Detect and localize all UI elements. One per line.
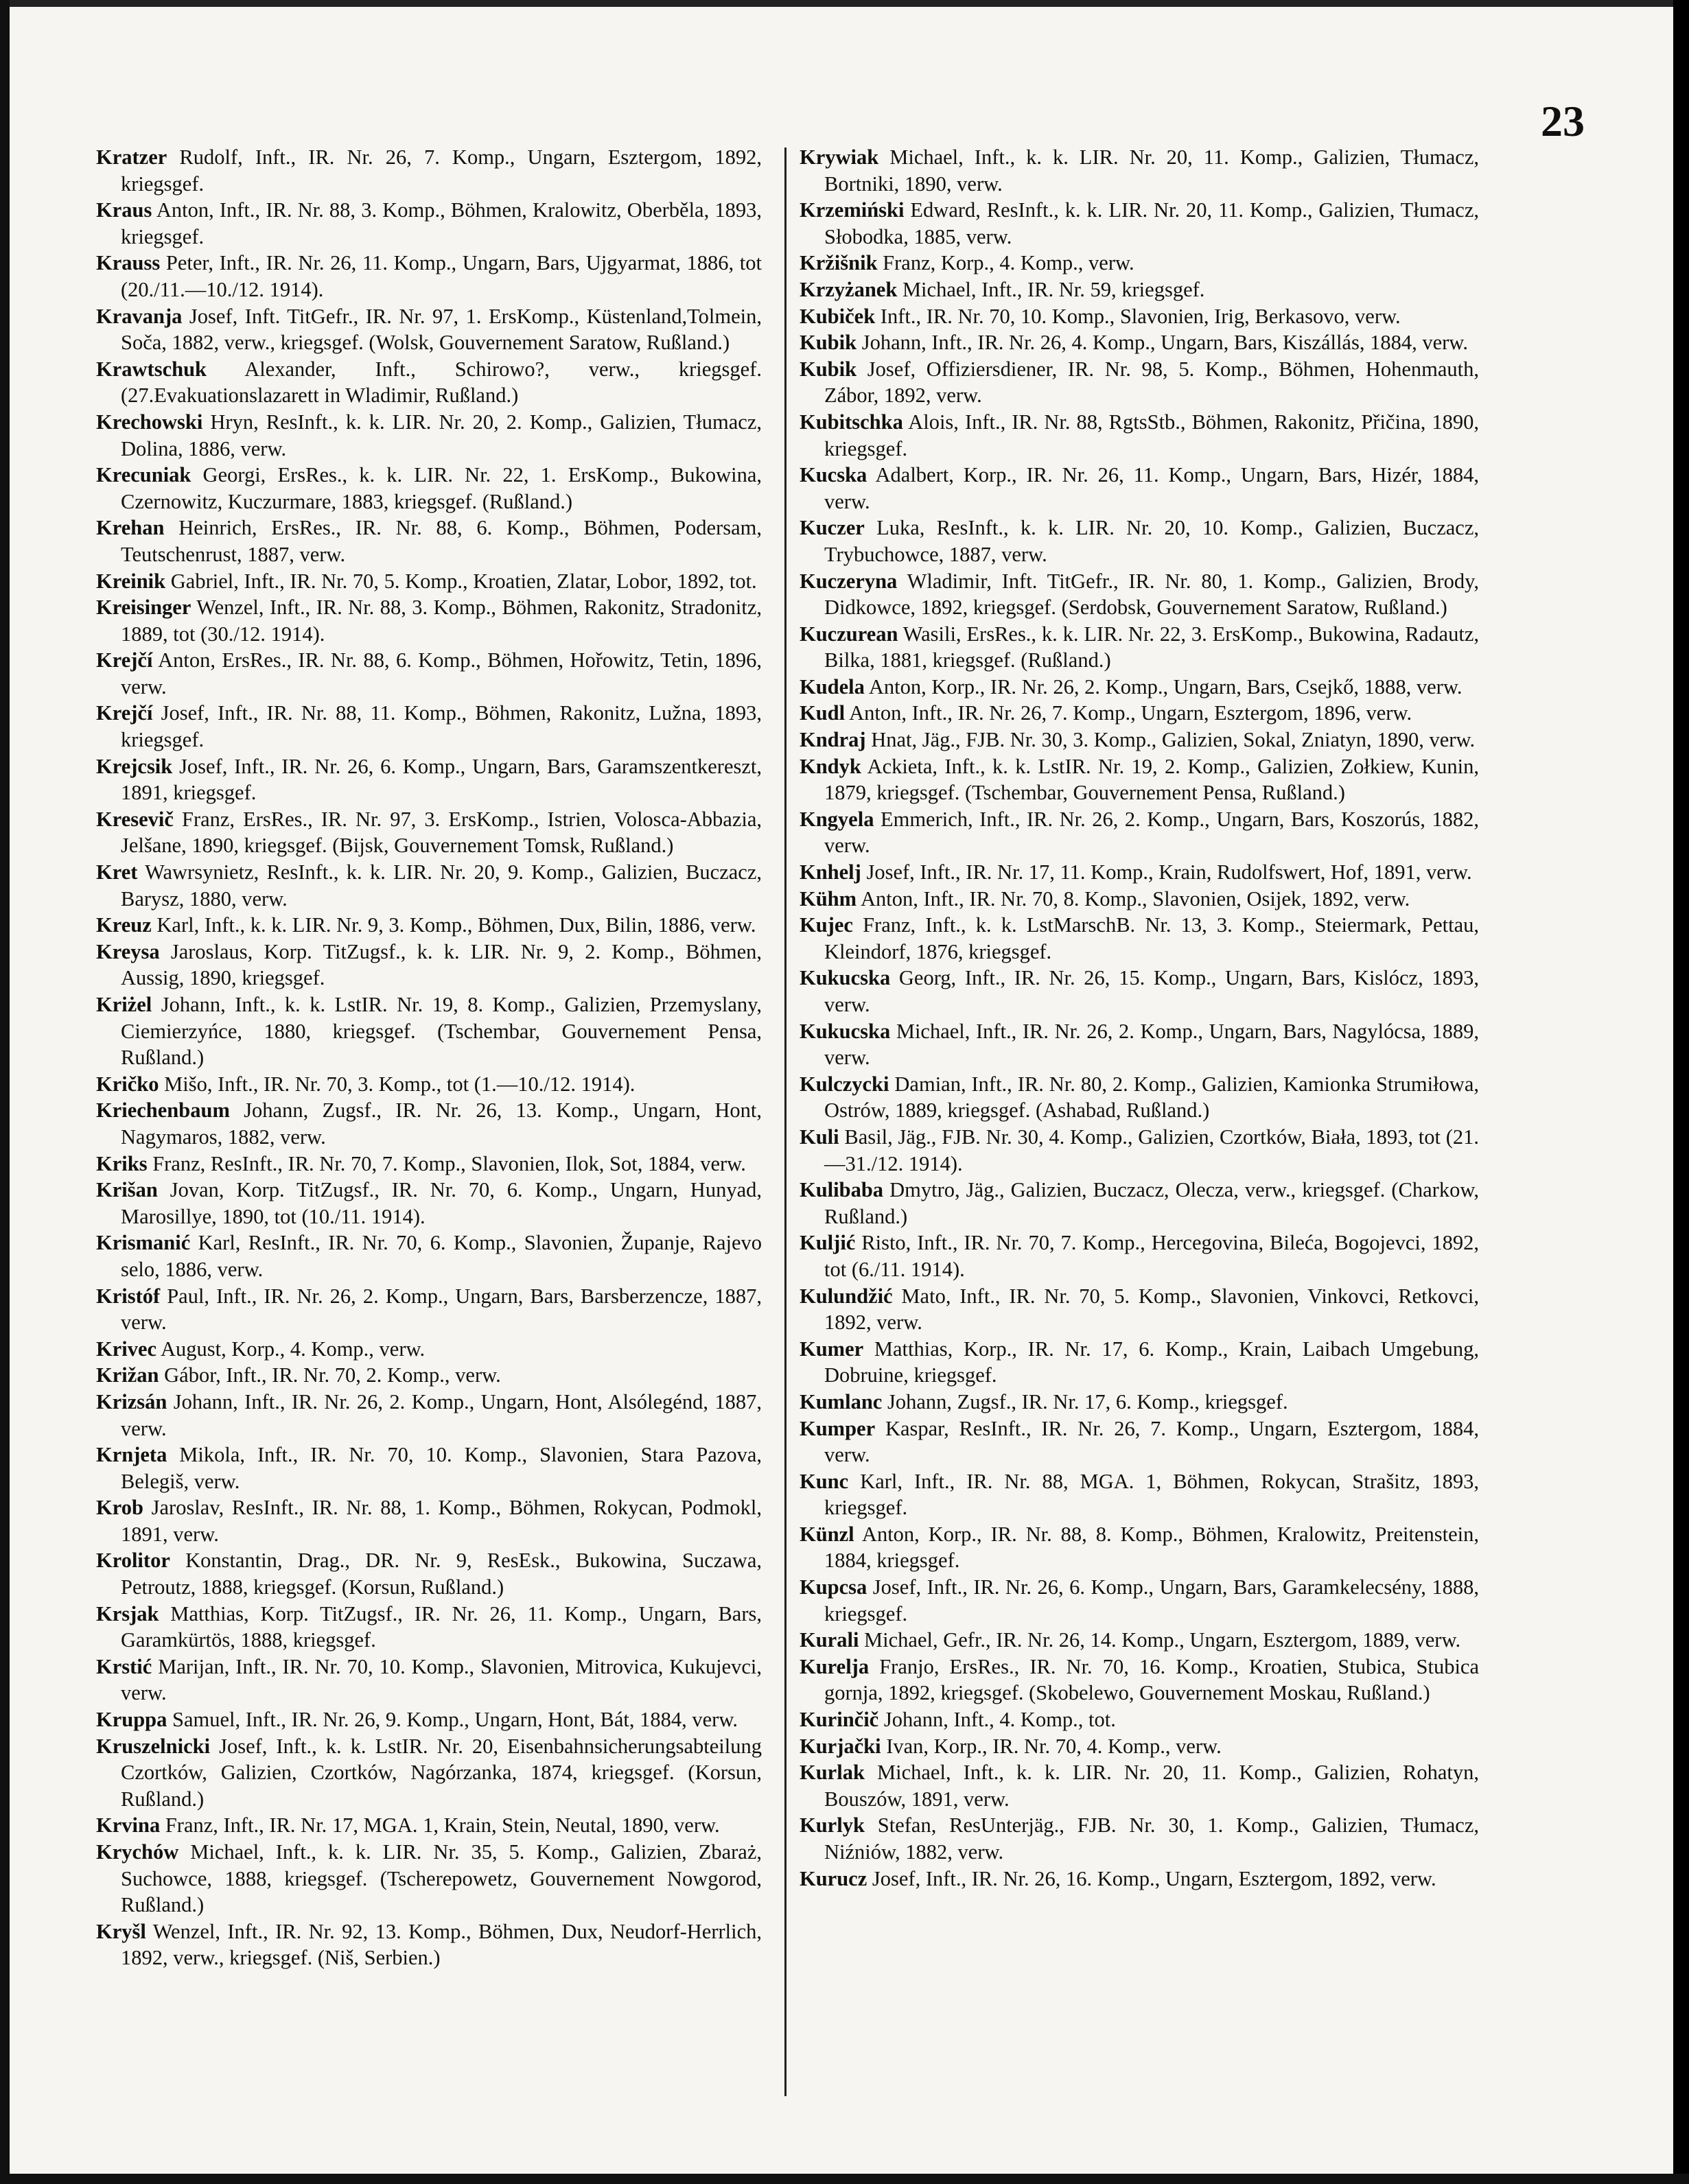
entry-details: Mišo, Inft., IR. Nr. 70, 3. Komp., tot (1.—10./12. 1914). xyxy=(159,1072,636,1096)
entry-surname: Kurucz xyxy=(800,1866,867,1890)
casualty-entry xyxy=(96,1283,762,1336)
entry-details: Marijan, Inft., IR. Nr. 70, 10. Komp., Slavonien, Mitrovica, Kukujevci, verw. xyxy=(121,1654,762,1705)
entry-surname: Kunc xyxy=(800,1469,849,1493)
entry-surname: Kujec xyxy=(800,913,853,937)
entry-details: Josef, Inft., IR. Nr. 26, 6. Komp., Ungarn, Bars, Garamszentkereszt, 1891, kriegsgef. xyxy=(121,754,762,805)
scan-border-left xyxy=(0,0,10,2184)
entry-surname: Kuczeryna xyxy=(800,569,898,593)
casualty-entry xyxy=(800,621,1479,674)
entry-details: Michael, Inft., k. k. LIR. Nr. 20, 11. Komp., Galizien, Rohatyn, Bouszów, 1891, verw. xyxy=(824,1761,1479,1811)
entry-details: Damian, Inft., IR. Nr. 80, 2. Komp., Galizien, Kamionka Strumiłowa, Ostrów, 1889, kriegsgef. (Ashabad, Rußland.) xyxy=(824,1072,1479,1123)
entry-surname: Krismanić xyxy=(96,1231,191,1255)
entry-surname: Krolitor xyxy=(96,1549,170,1573)
casualty-entry xyxy=(96,356,762,409)
entry-details: Anton, Inft., IR. Nr. 88, 3. Komp., Böhmen, Kralowitz, Oberběla, 1893, kriegsgef. xyxy=(121,198,762,248)
casualty-entry xyxy=(800,1468,1479,1521)
entry-details: Michael, Inft., k. k. LIR. Nr. 20, 11. Komp., Galizien, Tłumacz, Bortniki, 1890, verw. xyxy=(824,145,1479,196)
entry-details: Anton, Korp., IR. Nr. 26, 2. Komp., Ungarn, Bars, Csejkő, 1888, verw. xyxy=(864,674,1463,698)
entry-details: Edward, ResInft., k. k. LIR. Nr. 20, 11. Komp., Galizien, Tłumacz, Słobodka, 1885, verw. xyxy=(824,198,1479,248)
entry-details: Anton, Inft., IR. Nr. 70, 8. Komp., Slavonien, Osijek, 1892, verw. xyxy=(857,886,1410,911)
entry-surname: Kucska xyxy=(800,463,867,487)
casualty-entry xyxy=(96,594,762,647)
entry-surname: Kulczycki xyxy=(800,1072,889,1096)
entry-surname: Knhelj xyxy=(800,860,861,884)
casualty-entry xyxy=(96,197,762,250)
entry-surname: Krejcsik xyxy=(96,754,173,778)
scan-border-bottom xyxy=(0,2174,1689,2184)
entry-surname: Krejčí xyxy=(96,701,153,725)
entry-details: Johann, Zugsf., IR. Nr. 26, 13. Komp., Ungarn, Hont, Nagymaros, 1882, verw. xyxy=(121,1099,762,1149)
entry-details: Heinrich, ErsRes., IR. Nr. 88, 6. Komp., Böhmen, Podersam, Teutschenrust, 1887, verw. xyxy=(121,516,762,566)
casualty-entry xyxy=(96,1097,762,1150)
entry-surname: Krejčí xyxy=(96,648,153,672)
entry-details: Georg, Inft., IR. Nr. 26, 15. Komp., Ungarn, Bars, Kislócz, 1893, verw. xyxy=(824,966,1479,1016)
entry-surname: Künzl xyxy=(800,1522,854,1546)
entry-details: Mato, Inft., IR. Nr. 70, 5. Komp., Slavonien, Vinkovci, Retkovci, 1892, verw. xyxy=(824,1284,1479,1335)
casualty-entry xyxy=(800,859,1479,886)
entry-details: Konstantin, Drag., DR. Nr. 9, ResEsk., Bukowina, Suczawa, Petroutz, 1888, kriegsgef. (Korsun, Rußland.) xyxy=(121,1549,762,1599)
entry-details: Risto, Inft., IR. Nr. 70, 7. Komp., Hercegovina, Bileća, Bogojevci, 1892, tot (6./11. 1914). xyxy=(824,1231,1479,1281)
casualty-entry xyxy=(800,1336,1479,1389)
entry-surname: Kreuz xyxy=(96,913,152,937)
casualty-entry xyxy=(96,700,762,753)
entry-surname: Krivec xyxy=(96,1337,157,1361)
casualty-entry xyxy=(96,515,762,567)
entry-surname: Kristóf xyxy=(96,1284,161,1308)
entry-surname: Krzemiński xyxy=(800,198,905,222)
entry-details: Dmytro, Jäg., Galizien, Buczacz, Olecza, verw., kriegsgef. (Charkow, Rußland.) xyxy=(824,1178,1479,1228)
entry-surname: Kravanja xyxy=(96,304,183,328)
casualty-entry xyxy=(800,1071,1479,1124)
entry-details: Josef, Inft., IR. Nr. 26, 6. Komp., Ungarn, Bars, Garamkelecsény, 1888, kriegsgef. xyxy=(824,1575,1479,1625)
casualty-entry xyxy=(800,1389,1479,1416)
casualty-entry xyxy=(96,568,762,595)
entry-surname: Kumer xyxy=(800,1337,864,1361)
casualty-entry xyxy=(800,700,1479,727)
entry-surname: Kndraj xyxy=(800,728,866,752)
casualty-entry xyxy=(800,1283,1479,1336)
entry-details: Jaroslav, ResInft., IR. Nr. 88, 1. Komp., Böhmen, Rokycan, Podmokl, 1891, verw. xyxy=(121,1496,762,1546)
entry-details: Stefan, ResUnterjäg., FJB. Nr. 30, 1. Komp., Galizien, Tłumacz, Niźniów, 1882, verw. xyxy=(824,1813,1479,1864)
entry-details: Franjo, ErsRes., IR. Nr. 70, 16. Komp., Kroatien, Stubica, Stubica gornja, 1892, kriegsgef. (Skobelewo, Gouvernement Moskau, Rußland.) xyxy=(824,1654,1479,1705)
casualty-entry xyxy=(800,912,1479,965)
casualty-entry xyxy=(96,753,762,806)
entry-surname: Kruppa xyxy=(96,1708,167,1732)
entry-surname: Kurali xyxy=(800,1628,859,1652)
entry-details: Luka, ResInft., k. k. LIR. Nr. 20, 10. Komp., Galizien, Buczacz, Trybuchowce, 1887, verw. xyxy=(824,516,1479,566)
right-column xyxy=(800,144,1479,1892)
casualty-entry xyxy=(800,1654,1479,1706)
casualty-entry xyxy=(800,1812,1479,1865)
casualty-entry xyxy=(800,1866,1479,1892)
entry-surname: Krechowski xyxy=(96,410,203,434)
entry-details: Josef, Inft., IR. Nr. 88, 11. Komp., Böhmen, Rakonitz, Lužna, 1893, kriegsgef. xyxy=(121,701,762,752)
entry-surname: Kubitschka xyxy=(800,410,903,434)
entry-surname: Kresevič xyxy=(96,807,174,831)
entry-surname: Kurelja xyxy=(800,1654,870,1678)
casualty-entry xyxy=(800,727,1479,753)
entry-details: Josef, Inft., IR. Nr. 26, 16. Komp., Ungarn, Esztergom, 1892, verw. xyxy=(867,1866,1436,1890)
entry-surname: Kubik xyxy=(800,357,857,381)
entry-details: Gabriel, Inft., IR. Nr. 70, 5. Komp., Kroatien, Zlatar, Lobor, 1892, tot. xyxy=(165,569,757,593)
entry-details: Franz, Korp., 4. Komp., verw. xyxy=(877,251,1134,275)
entry-surname: Krnjeta xyxy=(96,1443,167,1467)
casualty-entry xyxy=(96,1230,762,1282)
entry-surname: Krecuniak xyxy=(96,463,191,487)
entry-surname: Kuli xyxy=(800,1125,839,1149)
entry-surname: Kraus xyxy=(96,198,152,222)
entry-details: Alois, Inft., IR. Nr. 88, RgtsStb., Böhmen, Rakonitz, Přičina, 1890, kriegsgef. xyxy=(824,410,1479,460)
casualty-entry xyxy=(96,1918,762,1971)
entry-surname: Kuczer xyxy=(800,516,865,540)
entry-surname: Kudl xyxy=(800,701,846,725)
entry-details: Josef, Inft., k. k. LstIR. Nr. 20, Eisenbahnsicherungsabteilung Czortków, Galizien, Czortków, Nagórzanka, 1874, kriegsgef. (Korsun, Rußland.) xyxy=(121,1734,762,1811)
entry-details: Emmerich, Inft., IR. Nr. 26, 2. Komp., Ungarn, Bars, Koszorús, 1882, verw. xyxy=(824,807,1479,858)
casualty-entry xyxy=(96,1601,762,1654)
entry-details: Franz, Inft., k. k. LstMarschB. Nr. 13, 3. Komp., Steiermark, Pettau, Kleindorf, 1876, kriegsgef. xyxy=(824,913,1479,963)
entry-details: Michael, Inft., IR. Nr. 26, 2. Komp., Ungarn, Bars, Nagylócsa, 1889, verw. xyxy=(824,1019,1479,1070)
entry-surname: Kukucska xyxy=(800,966,891,990)
casualty-entry xyxy=(800,515,1479,567)
entry-details: Karl, ResInft., IR. Nr. 70, 6. Komp., Slavonien, Županje, Rajevo selo, 1886, verw. xyxy=(121,1231,762,1281)
entry-surname: Kuczurean xyxy=(800,622,898,646)
casualty-entry xyxy=(800,329,1479,356)
entry-details: Rudolf, Inft., IR. Nr. 26, 7. Komp., Ungarn, Esztergom, 1892, kriegsgef. xyxy=(121,145,762,196)
page-number: 23 xyxy=(1541,97,1585,145)
casualty-entry xyxy=(800,965,1479,1018)
entry-details: Josef, Offiziersdiener, IR. Nr. 98, 5. Komp., Böhmen, Hohenmauth, Zábor, 1892, verw. xyxy=(824,357,1479,408)
entry-details: Karl, Inft., k. k. LIR. Nr. 9, 3. Komp., Böhmen, Dux, Bilin, 1886, verw. xyxy=(151,913,756,937)
entry-details: Georgi, ErsRes., k. k. LIR. Nr. 22, 1. ErsKomp., Bukowina, Czernowitz, Kuczurmare, 1883, kriegsgef. (Rußland.) xyxy=(121,463,762,513)
entry-surname: Kupcsa xyxy=(800,1575,867,1599)
casualty-entry xyxy=(800,1574,1479,1627)
entry-details: Karl, Inft., IR. Nr. 88, MGA. 1, Böhmen, Rokycan, Strašitz, 1893, kriegsgef. xyxy=(824,1469,1479,1520)
casualty-entry xyxy=(800,197,1479,250)
entry-details: Kaspar, ResInft., IR. Nr. 26, 7. Komp., Ungarn, Esztergom, 1884, verw. xyxy=(824,1416,1479,1467)
casualty-entry xyxy=(96,1362,762,1389)
entry-details: Peter, Inft., IR. Nr. 26, 11. Komp., Ungarn, Bars, Ujgyarmat, 1886, tot (20./11.—10./12. 1914). xyxy=(121,251,762,301)
casualty-entry xyxy=(96,1389,762,1442)
entry-details: Franz, Inft., IR. Nr. 17, MGA. 1, Krain, Stein, Neutal, 1890, verw. xyxy=(160,1813,720,1837)
casualty-entry xyxy=(800,1018,1479,1071)
entry-surname: Kumlanc xyxy=(800,1389,883,1413)
entry-surname: Krizsán xyxy=(96,1389,167,1413)
casualty-entry xyxy=(96,806,762,859)
entry-surname: Krzyżanek xyxy=(800,277,898,301)
entry-details: Inft., IR. Nr. 70, 10. Komp., Slavonien, Irig, Berkasovo, verw. xyxy=(875,304,1401,328)
entry-surname: Kukucska xyxy=(800,1019,891,1043)
entry-surname: Krob xyxy=(96,1496,143,1520)
casualty-entry xyxy=(96,1654,762,1706)
entry-details: Matthias, Korp., IR. Nr. 17, 6. Komp., Krain, Laibach Umgebung, Dobruine, kriegsgef. xyxy=(824,1337,1479,1387)
entry-surname: Križan xyxy=(96,1363,159,1387)
entry-details: Wladimir, Inft. TitGefr., IR. Nr. 80, 1. Komp., Galizien, Brody, Didkowce, 1892, kriegsgef. (Serdobsk, Gouvernement Saratow, Rußland.) xyxy=(824,569,1479,620)
entry-details: Anton, Korp., IR. Nr. 88, 8. Komp., Böhmen, Kralowitz, Preitenstein, 1884, kriegsgef. xyxy=(824,1522,1479,1573)
entry-details: Johann, Inft., k. k. LstIR. Nr. 19, 8. Komp., Galizien, Przemyslany, Ciemierzyńce, 1880, kriegsgef. (Tschembar, Gouvernement Pensa, Rußland.) xyxy=(121,993,762,1070)
casualty-entry xyxy=(96,859,762,912)
entry-details: August, Korp., 4. Komp., verw. xyxy=(156,1337,426,1361)
casualty-entry xyxy=(800,1759,1479,1812)
casualty-entry xyxy=(96,1336,762,1363)
casualty-entry xyxy=(96,912,762,939)
casualty-entry xyxy=(800,1706,1479,1733)
casualty-entry xyxy=(96,1733,762,1813)
entry-surname: Krychów xyxy=(96,1840,179,1864)
entry-surname: Kržišnik xyxy=(800,251,878,275)
casualty-entry xyxy=(96,1177,762,1230)
casualty-entry xyxy=(96,647,762,700)
entry-surname: Kndyk xyxy=(800,754,861,778)
entry-surname: Kubiček xyxy=(800,304,876,328)
entry-surname: Kurinčič xyxy=(800,1708,879,1732)
entry-surname: Kret xyxy=(96,860,138,884)
entry-details: Josef, Inft. TitGefr., IR. Nr. 97, 1. ErsKomp., Küstenland,Tolmein, Soča, 1882, verw., kriegsgef. (Wolsk, Gouvernement Saratow, Rußland.) xyxy=(121,304,762,355)
casualty-entry xyxy=(800,1177,1479,1230)
casualty-entry xyxy=(800,1416,1479,1468)
entry-details: Jaroslaus, Korp. TitZugsf., k. k. LIR. Nr. 9, 2. Komp., Böhmen, Aussig, 1890, kriegsgef. xyxy=(121,939,762,990)
casualty-entry xyxy=(96,409,762,462)
entry-details: Johann, Zugsf., IR. Nr. 17, 6. Komp., kriegsgef. xyxy=(882,1389,1288,1413)
casualty-entry xyxy=(800,303,1479,330)
casualty-entry xyxy=(96,1706,762,1733)
left-column xyxy=(96,144,762,1971)
entry-details: Anton, Inft., IR. Nr. 26, 7. Komp., Ungarn, Esztergom, 1896, verw. xyxy=(845,701,1412,725)
scan-border-right xyxy=(1673,0,1689,2184)
entry-details: Michael, Inft., IR. Nr. 59, kriegsgef. xyxy=(897,277,1205,301)
casualty-entry xyxy=(96,1151,762,1177)
entry-details: Wenzel, Inft., IR. Nr. 88, 3. Komp., Böhmen, Rakonitz, Stradonitz, 1889, tot (30./12. 1914). xyxy=(121,596,762,646)
entry-surname: Kngyela xyxy=(800,807,874,831)
entry-details: Jovan, Korp. TitZugsf., IR. Nr. 70, 6. Komp., Ungarn, Hunyad, Marosillye, 1890, tot (10./11. 1914). xyxy=(121,1178,762,1228)
entry-surname: Kruszelnicki xyxy=(96,1734,211,1758)
entry-surname: Krsjak xyxy=(96,1601,159,1625)
entry-surname: Kriżel xyxy=(96,993,152,1016)
casualty-entry xyxy=(800,462,1479,515)
casualty-entry xyxy=(96,991,762,1071)
entry-surname: Kurjački xyxy=(800,1734,881,1758)
entry-details: Wawrsynietz, ResInft., k. k. LIR. Nr. 20, 9. Komp., Galizien, Buczacz, Barysz, 1880, verw. xyxy=(121,860,762,911)
entry-surname: Kurlyk xyxy=(800,1813,865,1837)
entry-surname: Krstić xyxy=(96,1654,152,1678)
entry-details: Wenzel, Inft., IR. Nr. 92, 13. Komp., Böhmen, Dux, Neudorf-Herrlich, 1892, verw., kriegsgef. (Niš, Serbien.) xyxy=(121,1919,762,1970)
entry-surname: Krvina xyxy=(96,1813,161,1837)
casualty-entry xyxy=(96,1494,762,1547)
entry-details: Johann, Inft., 4. Komp., tot. xyxy=(878,1708,1116,1732)
entry-surname: Krišan xyxy=(96,1178,158,1202)
entry-details: Mikola, Inft., IR. Nr. 70, 10. Komp., Slavonien, Stara Pazova, Belegiš, verw. xyxy=(121,1443,762,1493)
casualty-entry xyxy=(800,1733,1479,1760)
entry-details: Josef, Inft., IR. Nr. 17, 11. Komp., Krain, Rudolfswert, Hof, 1891, verw. xyxy=(861,860,1472,884)
entry-details: Hnat, Jäg., FJB. Nr. 30, 3. Komp., Galizien, Sokal, Zniatyn, 1890, verw. xyxy=(865,728,1476,752)
casualty-entry xyxy=(96,1442,762,1494)
entry-details: Basil, Jäg., FJB. Nr. 30, 4. Komp., Galizien, Czortków, Biała, 1893, tot (21.—31./12. 1914). xyxy=(824,1125,1479,1175)
entry-surname: Kreysa xyxy=(96,939,160,963)
casualty-entry xyxy=(96,1812,762,1839)
casualty-entry xyxy=(800,753,1479,806)
casualty-entry xyxy=(96,462,762,515)
entry-details: Franz, ResInft., IR. Nr. 70, 7. Komp., Slavonien, Ilok, Sot, 1884, verw. xyxy=(147,1151,746,1175)
entry-surname: Kumper xyxy=(800,1416,876,1440)
entry-details: Ackieta, Inft., k. k. LstIR. Nr. 19, 2. Komp., Galizien, Zołkiew, Kunin, 1879, kriegsgef. (Tschembar, Gouvernement Pensa, Rußland.) xyxy=(824,754,1479,805)
entry-surname: Kriks xyxy=(96,1151,148,1175)
casualty-entry xyxy=(96,250,762,303)
entry-surname: Kuljić xyxy=(800,1231,856,1255)
entry-details: Samuel, Inft., IR. Nr. 26, 9. Komp., Ungarn, Hont, Bát, 1884, verw. xyxy=(167,1708,738,1732)
entry-surname: Kulundžić xyxy=(800,1284,893,1308)
entry-surname: Kričko xyxy=(96,1072,159,1096)
casualty-entry xyxy=(800,806,1479,859)
entry-surname: Krehan xyxy=(96,516,165,540)
casualty-entry xyxy=(800,674,1479,701)
casualty-entry xyxy=(800,277,1479,303)
entry-surname: Kurlak xyxy=(800,1761,865,1785)
casualty-entry xyxy=(96,1547,762,1600)
entry-surname: Kreisinger xyxy=(96,596,191,620)
casualty-entry xyxy=(96,939,762,991)
entry-surname: Kulibaba xyxy=(800,1178,884,1202)
casualty-entry xyxy=(800,144,1479,197)
casualty-entry xyxy=(800,1627,1479,1654)
casualty-entry xyxy=(800,886,1479,913)
entry-details: Paul, Inft., IR. Nr. 26, 2. Komp., Ungarn, Bars, Barsberzencze, 1887, verw. xyxy=(121,1284,762,1335)
entry-surname: Kriechenbaum xyxy=(96,1099,230,1123)
casualty-entry xyxy=(96,1071,762,1098)
casualty-entry xyxy=(800,1521,1479,1574)
entry-details: Hryn, ResInft., k. k. LIR. Nr. 20, 2. Komp., Galizien, Tłumacz, Dolina, 1886, verw. xyxy=(121,410,762,460)
entry-surname: Krawtschuk xyxy=(96,357,207,381)
casualty-entry xyxy=(800,250,1479,277)
entry-details: Franz, ErsRes., IR. Nr. 97, 3. ErsKomp., Istrien, Volosca-Abbazia, Jelšane, 1890, kriegsgef. (Bijsk, Gouvernement Tomsk, Rußland.) xyxy=(121,807,762,858)
casualty-entry xyxy=(800,356,1479,409)
entry-surname: Krauss xyxy=(96,251,161,275)
casualty-entry xyxy=(800,1124,1479,1177)
entry-details: Johann, Inft., IR. Nr. 26, 2. Komp., Ungarn, Hont, Alsólegénd, 1887, verw. xyxy=(121,1389,762,1440)
casualty-entry xyxy=(800,409,1479,462)
entry-details: Johann, Inft., IR. Nr. 26, 4. Komp., Ungarn, Bars, Kiszállás, 1884, verw. xyxy=(857,331,1468,355)
entry-details: Anton, ErsRes., IR. Nr. 88, 6. Komp., Böhmen, Hořowitz, Tetin, 1896, verw. xyxy=(121,648,762,698)
column-divider xyxy=(784,148,787,2096)
casualty-entry xyxy=(96,144,762,197)
entry-surname: Krywiak xyxy=(800,145,879,169)
casualty-entry xyxy=(800,568,1479,621)
entry-details: Alexander, Inft., Schirowo?, verw., kriegsgef.(27.Evakuationslazarett in Wladimir, Rußland.) xyxy=(121,357,762,408)
entry-surname: Kryšl xyxy=(96,1919,146,1943)
casualty-entry xyxy=(96,303,762,356)
entry-surname: Kreinik xyxy=(96,569,166,593)
entry-surname: Kubik xyxy=(800,331,857,355)
entry-details: Ivan, Korp., IR. Nr. 70, 4. Komp., verw. xyxy=(881,1734,1222,1758)
entry-details: Wasili, ErsRes., k. k. LIR. Nr. 22, 3. ErsKomp., Bukowina, Radautz, Bilka, 1881, kriegsgef. (Rußland.) xyxy=(824,622,1479,672)
entry-surname: Kratzer xyxy=(96,145,167,169)
entry-details: Michael, Gefr., IR. Nr. 26, 14. Komp., Ungarn, Esztergom, 1889, verw. xyxy=(859,1628,1461,1652)
entry-details: Adalbert, Korp., IR. Nr. 26, 11. Komp., Ungarn, Bars, Hizér, 1884, verw. xyxy=(824,463,1479,513)
entry-surname: Kühm xyxy=(800,886,857,911)
casualty-entry xyxy=(800,1230,1479,1282)
scan-border-top xyxy=(0,0,1689,7)
casualty-entry xyxy=(96,1839,762,1918)
entry-details: Matthias, Korp. TitZugsf., IR. Nr. 26, 11. Komp., Ungarn, Bars, Garamkürtös, 1888, kriegsgef. xyxy=(121,1601,762,1652)
entry-details: Michael, Inft., k. k. LIR. Nr. 35, 5. Komp., Galizien, Zbaraż, Suchowce, 1888, kriegsgef. (Tscherepowetz, Gouvernement Nowgorod, Rußland.) xyxy=(121,1840,762,1917)
entry-details: Gábor, Inft., IR. Nr. 70, 2. Komp., verw. xyxy=(159,1363,501,1387)
entry-surname: Kudela xyxy=(800,674,865,698)
